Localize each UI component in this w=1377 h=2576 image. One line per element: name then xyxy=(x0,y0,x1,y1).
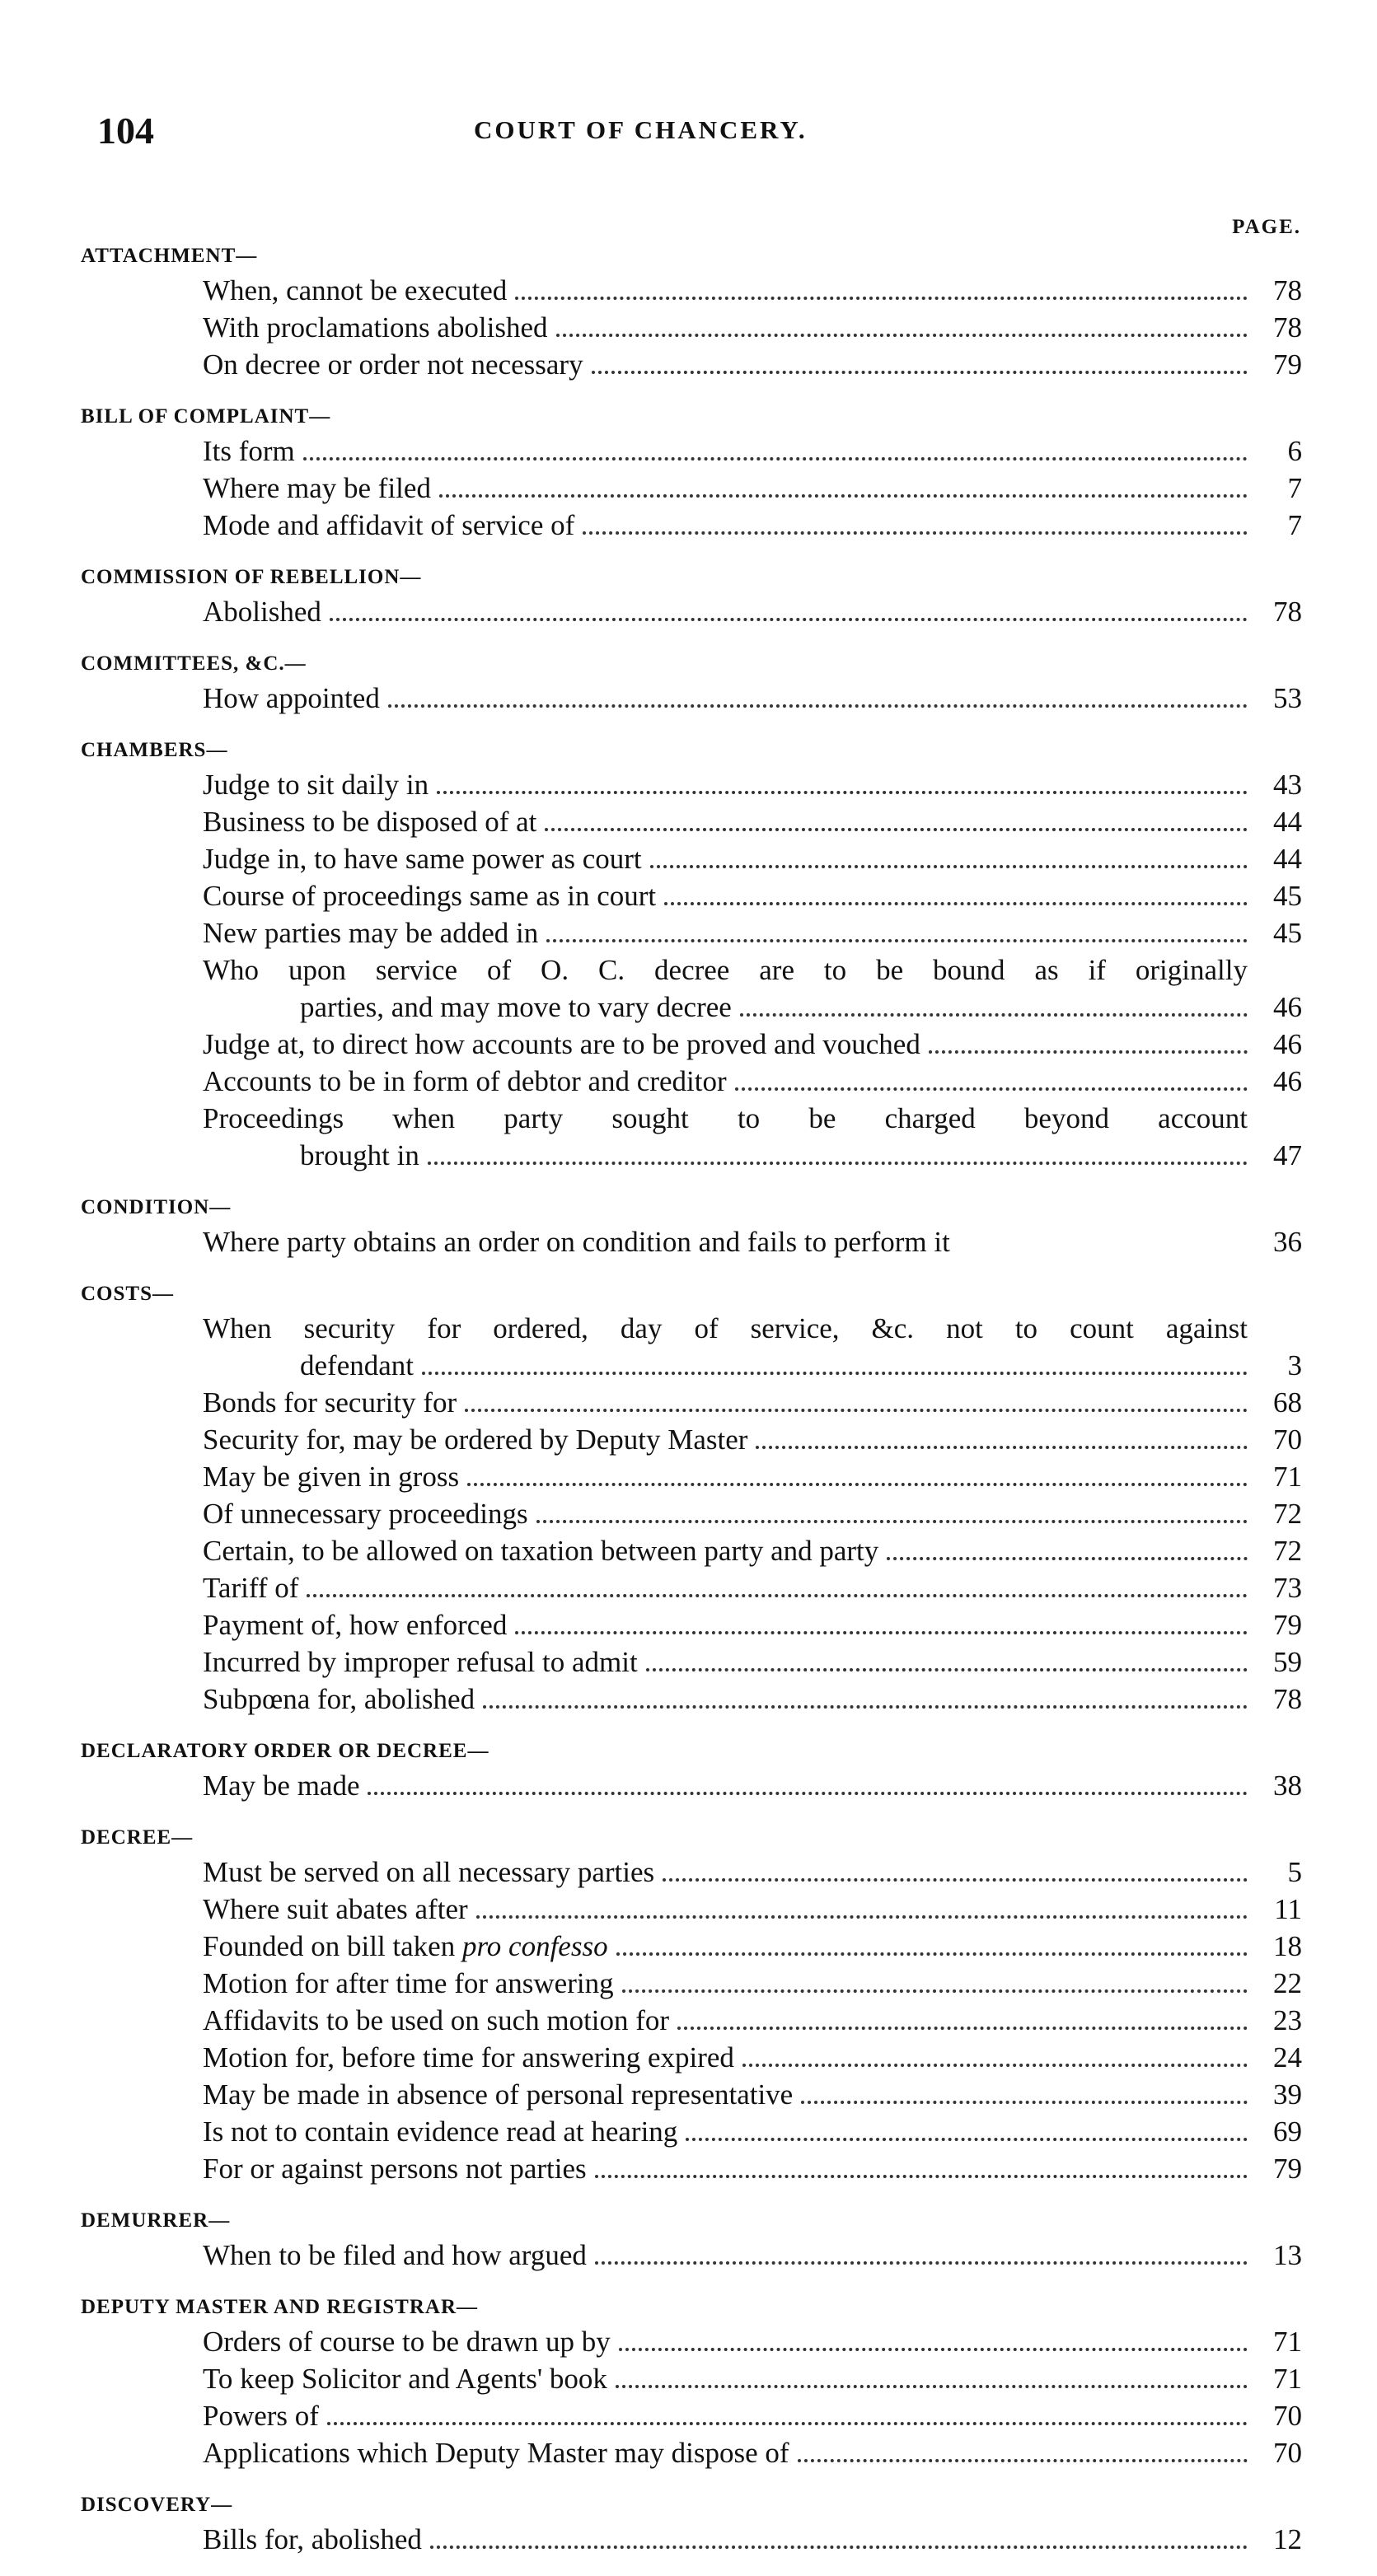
index-section xyxy=(81,1192,1302,1260)
page-ref: 78 xyxy=(1273,1683,1302,1715)
index-section xyxy=(81,562,1302,630)
dot-leader xyxy=(756,1446,1248,1449)
dot-leader xyxy=(467,1483,1248,1486)
dot-leader xyxy=(664,902,1248,905)
entry-text-italic: pro confesso xyxy=(461,1930,608,1962)
dot-leader xyxy=(583,531,1248,535)
entry-text xyxy=(203,1928,608,1965)
entry-text-roman: Founded on bill taken xyxy=(203,1930,462,1962)
index-entry xyxy=(203,432,1302,470)
dot-leader xyxy=(742,2064,1248,2067)
index-entry xyxy=(203,877,1302,914)
index-entry xyxy=(203,914,1302,951)
entry-text-line1: Proceedings when party sought to be charged beyond account xyxy=(203,1102,1248,1134)
page-ref: 7 xyxy=(1287,509,1302,541)
entry-text-line1: Who upon service of O. C. decree are to be bound as if originally xyxy=(203,954,1248,986)
entry-line2 xyxy=(203,1137,1302,1174)
dot-leader xyxy=(619,2348,1248,2351)
entry-line2 xyxy=(203,989,1302,1026)
dot-leader xyxy=(887,1557,1248,1560)
dot-leader xyxy=(801,2101,1248,2104)
index-entry-multiline xyxy=(203,1100,1302,1174)
page-ref: 69 xyxy=(1273,2115,1302,2148)
section-heading: DECLARATORY ORDER OR DECREE— xyxy=(81,1740,489,1762)
page-ref: 73 xyxy=(1273,1572,1302,1604)
page-ref: 79 xyxy=(1273,348,1302,381)
entry-text-line2: brought in xyxy=(300,1139,419,1171)
index-entry xyxy=(203,1606,1302,1643)
index-entry xyxy=(203,2002,1302,2039)
section-heading: BILL OF COMPLAINT— xyxy=(81,405,331,428)
dot-leader xyxy=(622,1989,1248,1993)
entry-text: When to be filed and how argued xyxy=(203,2239,587,2271)
entry-text: Must be served on all necessary parties xyxy=(203,1856,655,1888)
index-section xyxy=(81,241,1302,383)
dot-leader xyxy=(740,1013,1248,1017)
index-entry xyxy=(203,1767,1302,1804)
page-number: 104 xyxy=(97,110,154,152)
entry-text: Accounts to be in form of debtor and creditor xyxy=(203,1065,727,1097)
entry-text: Judge in, to have same power as court xyxy=(203,843,642,875)
index-entry xyxy=(203,593,1302,630)
entry-text: Bonds for security for xyxy=(203,1386,457,1419)
dot-leader xyxy=(595,2261,1248,2265)
index-sections xyxy=(81,241,1302,2576)
section-heading: ATTACHMENT— xyxy=(81,245,258,267)
dot-leader xyxy=(929,1050,1248,1054)
index-entry xyxy=(203,2323,1302,2360)
entry-text: Of unnecessary proceedings xyxy=(203,1498,528,1530)
dot-leader xyxy=(592,371,1248,374)
dot-leader xyxy=(556,334,1248,337)
page-ref: 79 xyxy=(1273,2153,1302,2185)
entry-text: May be given in gross xyxy=(203,1461,460,1493)
page-ref: 44 xyxy=(1273,806,1302,838)
entry-text-line2: defendant xyxy=(300,1349,414,1382)
dot-leader xyxy=(677,2027,1248,2030)
index-entry-multiline xyxy=(203,951,1302,1026)
entry-text: May be made xyxy=(203,1770,360,1802)
index-entry xyxy=(203,2113,1302,2150)
dot-leader xyxy=(735,1087,1248,1091)
entry-text: How appointed xyxy=(203,682,380,714)
page-ref: 12 xyxy=(1273,2523,1302,2555)
entry-text: On decree or order not necessary xyxy=(203,348,583,381)
entry-line2 xyxy=(203,1347,1302,1384)
entry-text: Incurred by improper refusal to admit xyxy=(203,1646,638,1678)
page-ref: 43 xyxy=(1273,769,1302,801)
index-entry xyxy=(203,840,1302,877)
index-entry xyxy=(203,1643,1302,1681)
page-ref: 68 xyxy=(1273,1386,1302,1419)
index-section xyxy=(81,401,1302,544)
dot-leader xyxy=(437,791,1248,794)
index-entry xyxy=(203,1421,1302,1458)
page-ref: 22 xyxy=(1273,1967,1302,1999)
index-section xyxy=(81,1736,1302,1804)
section-heading: CONDITION— xyxy=(81,1196,232,1218)
section-heading: DEMURRER— xyxy=(81,2209,231,2232)
dot-leader xyxy=(646,1668,1248,1671)
page-ref: 45 xyxy=(1273,880,1302,912)
index-entry xyxy=(203,1891,1302,1928)
index-entry xyxy=(203,346,1302,383)
page-ref: 46 xyxy=(1273,991,1302,1023)
entry-text: Powers of xyxy=(203,2400,319,2432)
page-ref: 13 xyxy=(1273,2239,1302,2271)
dot-leader xyxy=(958,1248,1248,1251)
entry-text: Security for, may be ordered by Deputy Master xyxy=(203,1424,748,1456)
entry-text: Applications which Deputy Master may dispose of xyxy=(203,2437,789,2469)
index-entry xyxy=(203,309,1302,346)
index-entry xyxy=(203,2076,1302,2113)
page-ref: 39 xyxy=(1273,2078,1302,2111)
page-ref: 7 xyxy=(1287,472,1302,504)
dot-leader xyxy=(798,2459,1248,2462)
page-ref: 78 xyxy=(1273,596,1302,628)
index-entry xyxy=(203,766,1302,803)
entry-text: Affidavits to be used on such motion for xyxy=(203,2004,670,2036)
dot-leader xyxy=(545,828,1248,831)
dot-leader xyxy=(422,1372,1248,1375)
section-heading: COSTS— xyxy=(81,1283,174,1305)
page-ref: 44 xyxy=(1273,843,1302,875)
page-ref: 47 xyxy=(1273,1139,1302,1171)
entry-text: Business to be disposed of at xyxy=(203,806,537,838)
entry-text-line2: parties, and may move to vary decree xyxy=(300,991,732,1023)
dot-leader xyxy=(616,2385,1248,2388)
dot-leader xyxy=(303,457,1248,461)
entry-text: With proclamations abolished xyxy=(203,311,548,344)
index-section xyxy=(81,1279,1302,1718)
entry-text: May be made in absence of personal representative xyxy=(203,2078,794,2111)
page-ref: 71 xyxy=(1273,2326,1302,2358)
dot-leader xyxy=(515,1631,1248,1634)
index-section xyxy=(81,2205,1302,2274)
entry-text: To keep Solicitor and Agents' book xyxy=(203,2363,607,2395)
dot-leader xyxy=(663,1878,1248,1882)
index-entry xyxy=(203,1854,1302,1891)
page-ref: 46 xyxy=(1273,1028,1302,1060)
index-entry xyxy=(203,1569,1302,1606)
entry-text: Where party obtains an order on condition and fails to perform it xyxy=(203,1226,950,1258)
dot-leader xyxy=(368,1792,1248,1795)
index-entry xyxy=(203,1384,1302,1421)
entry-text: Judge at, to direct how accounts are to be proved and vouched xyxy=(203,1028,920,1060)
index-entry xyxy=(203,1928,1302,1965)
section-heading: COMMISSION OF REBELLION— xyxy=(81,566,422,588)
index-entry xyxy=(203,2521,1302,2558)
index-entry xyxy=(203,470,1302,507)
page-header xyxy=(0,109,1377,158)
section-heading: DECREE— xyxy=(81,1826,194,1849)
page-ref: 78 xyxy=(1273,274,1302,306)
dot-leader xyxy=(428,1162,1248,1165)
index-entry xyxy=(203,1681,1302,1718)
index-entry xyxy=(203,2434,1302,2471)
page-ref: 70 xyxy=(1273,1424,1302,1456)
entry-text: Certain, to be allowed on taxation between party and party xyxy=(203,1535,879,1567)
index-entry xyxy=(203,2237,1302,2274)
entry-text: Abolished xyxy=(203,596,321,628)
entry-text: Where may be filed xyxy=(203,472,431,504)
entry-text: Tariff of xyxy=(203,1572,299,1604)
page-ref: 5 xyxy=(1287,1856,1302,1888)
index-entry xyxy=(203,1532,1302,1569)
page-ref: 70 xyxy=(1273,2400,1302,2432)
index-section xyxy=(81,1822,1302,2187)
page-ref: 45 xyxy=(1273,917,1302,949)
entry-text: Its form xyxy=(203,435,295,467)
section-heading: CHAMBERS— xyxy=(81,739,228,761)
page-ref: 59 xyxy=(1273,1646,1302,1678)
index-entry xyxy=(203,1026,1302,1063)
dot-leader xyxy=(686,2138,1248,2141)
index-entry xyxy=(203,2397,1302,2434)
page-ref: 46 xyxy=(1273,1065,1302,1097)
entry-text: For or against persons not parties xyxy=(203,2153,587,2185)
dot-leader xyxy=(650,865,1248,868)
dot-leader xyxy=(330,618,1248,621)
index-entry xyxy=(203,1458,1302,1495)
entry-text: When, cannot be executed xyxy=(203,274,508,306)
index-entry xyxy=(203,272,1302,309)
dot-leader xyxy=(616,1952,1248,1956)
index-entry xyxy=(203,2039,1302,2076)
index-entry xyxy=(203,803,1302,840)
entry-text: Subpœna for, abolished xyxy=(203,1683,475,1715)
dot-leader xyxy=(327,2422,1248,2425)
page-ref: 38 xyxy=(1273,1770,1302,1802)
section-heading: COMMITTEES, &C.— xyxy=(81,652,307,675)
page-ref: 6 xyxy=(1287,435,1302,467)
page-ref: 71 xyxy=(1273,1461,1302,1493)
dot-leader xyxy=(595,2175,1248,2178)
page-ref: 3 xyxy=(1287,1349,1302,1382)
index-entry xyxy=(203,507,1302,544)
index-section xyxy=(81,2490,1302,2558)
index-entry-multiline xyxy=(203,1310,1302,1384)
entry-text: Where suit abates after xyxy=(203,1893,468,1925)
index-entry xyxy=(203,2150,1302,2187)
dot-leader xyxy=(430,2546,1248,2549)
index-entry xyxy=(203,2360,1302,2397)
page-ref: 53 xyxy=(1273,682,1302,714)
page-ref: 72 xyxy=(1273,1498,1302,1530)
entry-text: Judge to sit daily in xyxy=(203,769,429,801)
dot-leader xyxy=(515,297,1248,300)
page-ref: 78 xyxy=(1273,311,1302,344)
entry-text: Motion for, before time for answering expired xyxy=(203,2041,734,2073)
page-ref: 36 xyxy=(1273,1226,1302,1258)
index-entry xyxy=(203,1063,1302,1100)
entry-text: New parties may be added in xyxy=(203,917,539,949)
index-entry xyxy=(203,1495,1302,1532)
entry-text: Bills for, abolished xyxy=(203,2523,422,2555)
page-ref: 11 xyxy=(1274,1893,1302,1925)
dot-leader xyxy=(536,1520,1248,1523)
index-entry xyxy=(203,1223,1302,1260)
running-head: COURT OF CHANCERY. xyxy=(474,115,808,144)
index-section xyxy=(81,2292,1302,2471)
dot-leader xyxy=(476,1915,1248,1919)
entry-text: Course of proceedings same as in court xyxy=(203,880,657,912)
section-heading: DEPUTY MASTER AND REGISTRAR— xyxy=(81,2296,478,2318)
index-entry xyxy=(203,1965,1302,2002)
entry-text: Orders of course to be drawn up by xyxy=(203,2326,611,2358)
index-section xyxy=(81,648,1302,717)
page-ref: 71 xyxy=(1273,2363,1302,2395)
page-ref: 23 xyxy=(1273,2004,1302,2036)
page-ref: 24 xyxy=(1273,2041,1302,2073)
entry-text: Motion for after time for answering xyxy=(203,1967,614,1999)
page-ref: 79 xyxy=(1273,1609,1302,1641)
index-entry xyxy=(203,680,1302,717)
dot-leader xyxy=(307,1594,1248,1597)
entry-text-line1: When security for ordered, day of service, &c. not to count against xyxy=(203,1312,1248,1344)
dot-leader xyxy=(483,1705,1248,1709)
page-ref: 70 xyxy=(1273,2437,1302,2469)
page-ref: 18 xyxy=(1273,1930,1302,1962)
entry-text: Payment of, how enforced xyxy=(203,1609,508,1641)
index-section xyxy=(81,735,1302,1174)
entry-text: Mode and affidavit of service of xyxy=(203,509,575,541)
dot-leader xyxy=(439,494,1248,498)
dot-leader xyxy=(388,704,1248,708)
dot-leader xyxy=(465,1409,1248,1412)
page-column-label: PAGE. xyxy=(1232,216,1301,238)
entry-text: Is not to contain evidence read at hearing xyxy=(203,2115,678,2148)
dot-leader xyxy=(546,939,1248,942)
page-ref: 72 xyxy=(1273,1535,1302,1567)
section-heading: DISCOVERY— xyxy=(81,2494,233,2516)
